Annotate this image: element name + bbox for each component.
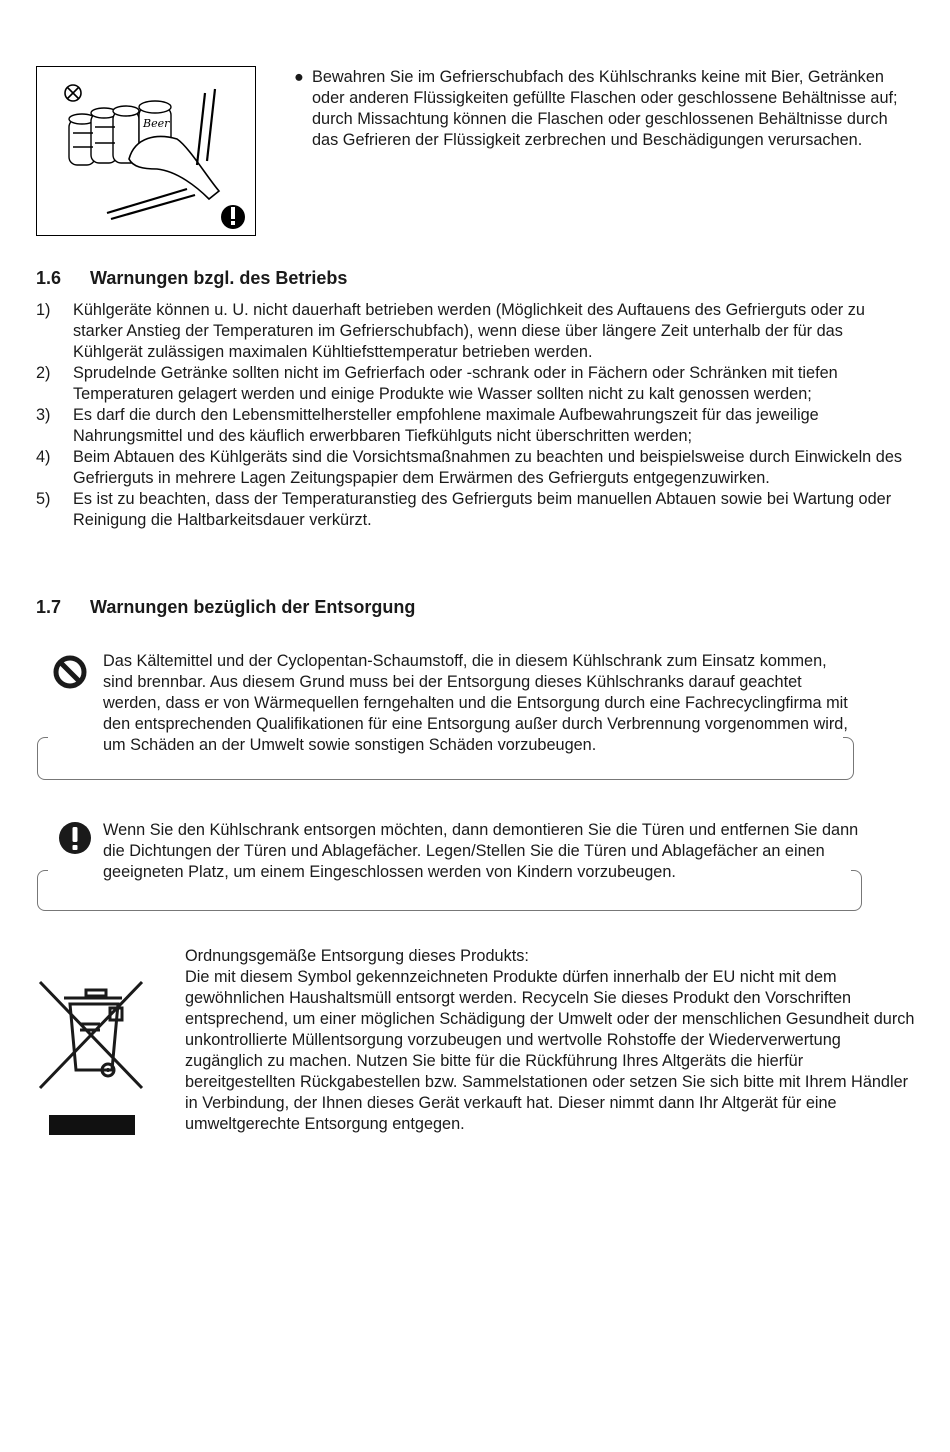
item-number: 2): [36, 364, 51, 382]
item-number: 3): [36, 406, 51, 424]
item-number: 1): [36, 301, 51, 319]
item-text: Beim Abtauen des Kühlgeräts sind die Vorsichtsmaßnahmen zu beachten und beispielsweise durch Einwickeln des Gefrierguts in mehrere Lagen Zeitungspapier dem Erwärmen des Gefrierguts entgegenzuwirken.: [73, 448, 903, 487]
no-symbol-icon: [65, 85, 81, 101]
item-number: 4): [36, 448, 51, 466]
prohibited-icon: [53, 655, 87, 689]
list-item: [36, 405, 916, 447]
item-text: Es darf die durch den Lebensmittelhersteller empfohlene maximale Aufbewahrungszeit für das jeweilige Nahrungsmittel und des käuflich erwerbbaren Tiefkühlguts nicht überschritten werden;: [73, 406, 819, 445]
item-text: Sprudelnde Getränke sollten nicht im Gefrierfach oder -schrank oder in Fächern oder Schränken mit tiefen Temperaturen gelagert werden und einige Produkte wie Wasser sollten nicht zu kalt genossen werden;: [73, 364, 838, 403]
list-item: [36, 489, 916, 531]
beer-freezer-illustration: [36, 66, 256, 236]
list-item: [36, 363, 916, 405]
section-heading-1-6: [36, 267, 347, 289]
list-item: [36, 447, 916, 489]
section-title: Warnungen bezüglich der Entsorgung: [90, 597, 416, 617]
item-text: Kühlgeräte können u. U. nicht dauerhaft betrieben werden (Möglichkeit des Auftauens des Gefrierguts oder zu starker Anstieg der Temperaturen im Gefrierschubfach), wenn diese über längere Zeit unterhalb der für das Kühlgerät zulässigen maximalen Kühltiefsttemperatur betrieben werden.: [73, 301, 865, 361]
operation-warnings-list: [36, 300, 916, 531]
bottle-warning-text: Bewahren Sie im Gefrierschubfach des Kühlschranks keine mit Bier, Getränken oder anderen Flüssigkeiten gefüllte Flaschen oder geschlossene Behältnisse auf; durch Missachtung können die Flaschen oder geschlossenen Behältnisse durch das Gefrieren der Flüssigkeit zerbrechen und Beschädigungen verursachen.: [312, 68, 898, 149]
disposal-text: Die mit diesem Symbol gekennzeichneten Produkte dürfen innerhalb der EU nicht mit dem gewöhnlichen Haushaltsmüll entsorgt werden. Recyceln Sie dieses Produkt den Vorschriften entsprechend, um einer möglichen Schädigung der Umwelt oder der menschlichen Gesundheit durch unkontrollierte Müllentsorgung vorzubeugen und wertvolle Rohstoffe der Wiederverwertung zugänglich zu machen. Nutzen Sie bitte für die Rückführung Ihres Altgeräts die hierfür bereitgestellten Rückgabestellen bzw. Sammelstationen oder setzen Sie sich bitte mit Ihrem Händler in Verbindung, der Ihnen dieses Gerät verkauft hat. Dieser nimmt dann Ihr Altgerät für eine umweltgerechte Entsorgung entgegen.: [185, 968, 915, 1133]
weee-black-bar: [49, 1115, 135, 1135]
bullet-marker: ●: [294, 68, 304, 86]
flammable-disposal-notice: Das Kältemittel und der Cyclopentan-Schaumstoff, die in diesem Kühlschrank zum Einsatz kommen, sind brennbar. Aus diesem Grund muss bei der Entsorgung dieses Kühlschranks darauf geachtet werden, dass er von Wärmequellen ferngehalten und die Entsorgung durch eine Fachrecyclingfirma mit den entsprechenden Qualifikationen für eine Entsorgung außer durch Verbrennung vorgenommen wird, um Schäden an der Umwelt sowie sonstigen Schäden vorzubeugen.: [103, 652, 848, 754]
section-number: 1.6: [36, 268, 62, 288]
exclamation-icon: [58, 821, 92, 855]
disposal-heading: Ordnungsgemäße Entsorgung dieses Produkts:: [185, 947, 529, 965]
child-safety-disposal-notice: Wenn Sie den Kühlschrank entsorgen möchten, dann demontieren Sie die Türen und entfernen Sie dann die Dichtungen der Türen und Ablagefächer. Legen/Stellen Sie die Türen und Ablagefächer an einen geeigneten Platz, um einem Eingeschlossen werden von Kindern vorzubeugen.: [103, 821, 859, 881]
notice-frame: [37, 879, 862, 911]
exclamation-icon: [221, 205, 245, 229]
notice-frame-corner: [37, 737, 48, 748]
list-item: [36, 300, 916, 363]
notice-frame: [37, 746, 854, 780]
bottle-warning: [294, 67, 914, 151]
item-text: Es ist zu beachten, dass der Temperaturanstieg des Gefrierguts beim manuellen Abtauen sowie bei Wartung oder Reinigung die Haltbarkeitsdauer verkürzt.: [73, 490, 892, 529]
section-heading-1-7: [36, 596, 415, 618]
item-number: 5): [36, 490, 51, 508]
crossed-out-bin-icon: [36, 978, 146, 1093]
notice-frame-corner: [37, 870, 48, 881]
section-number: 1.7: [36, 597, 62, 617]
beer-label: Beer: [143, 117, 170, 130]
beer-bottles-drawing: [37, 67, 255, 235]
section-title: Warnungen bzgl. des Betriebs: [90, 268, 348, 288]
